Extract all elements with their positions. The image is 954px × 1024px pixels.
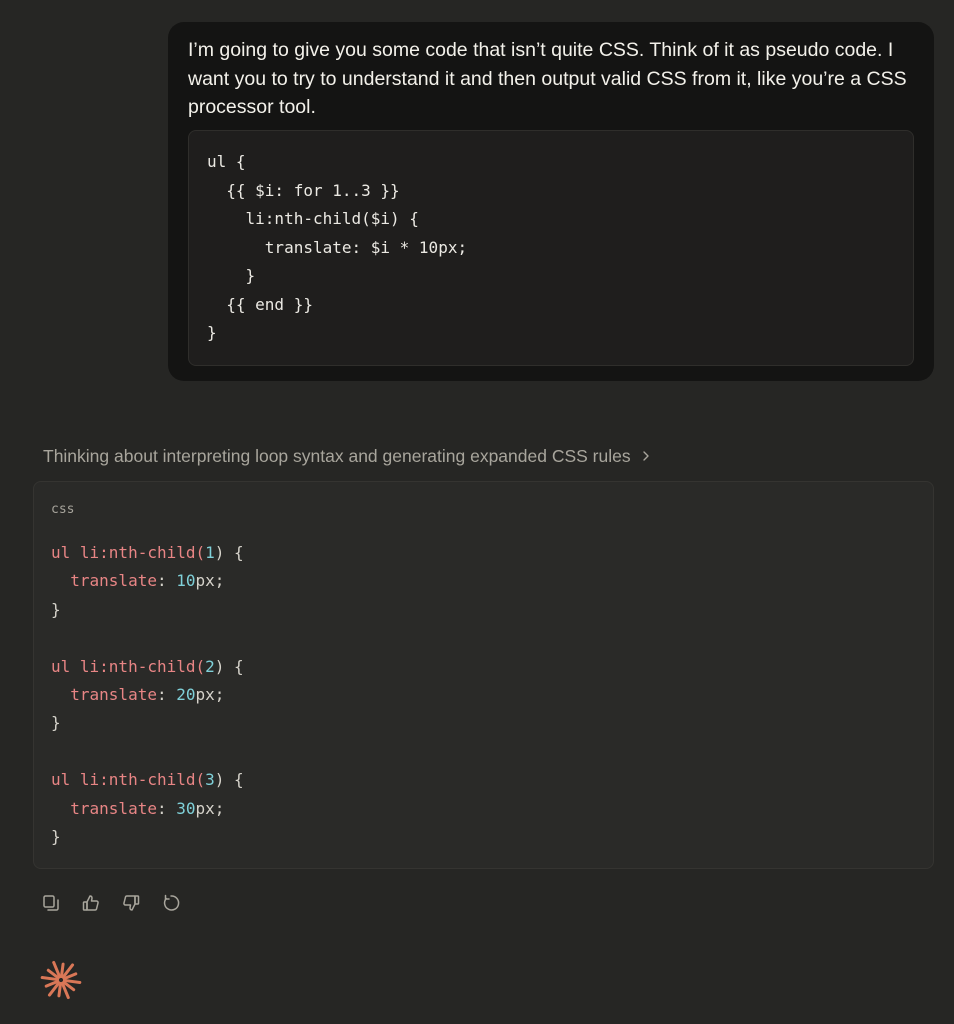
- code-line: }: [51, 599, 61, 619]
- user-code-line: {{ $i: for 1..3 }}: [207, 180, 400, 200]
- message-actions: [41, 892, 181, 914]
- code-line: }: [51, 826, 61, 846]
- code-nth-value: 1: [205, 543, 215, 562]
- user-code-block: [188, 130, 914, 366]
- logo-ray: [61, 964, 63, 976]
- code-selector: ul li:nth-child(: [51, 770, 206, 790]
- thumbs-down-icon: [121, 893, 141, 913]
- user-code-line: li:nth-child($i) {: [207, 209, 419, 228]
- user-message-text: I’m going to give you some code that isn’t quite CSS. Think of it as pseudo code. I want you to try to understand it and then output valid CSS from it, like you’re a CSS processor tool.: [188, 39, 907, 118]
- copy-button[interactable]: [41, 892, 61, 914]
- code-language-label: css: [51, 502, 75, 517]
- code-property: translate: [70, 571, 157, 591]
- thumbs-up-button[interactable]: [81, 892, 101, 914]
- code-line: translate: 20px;: [70, 684, 225, 704]
- code-line: [51, 738, 244, 766]
- code-line: translate: 10px;: [70, 571, 225, 591]
- chevron-right-icon: [639, 449, 653, 463]
- user-code-line: }: [207, 323, 217, 342]
- retry-icon: [161, 893, 181, 913]
- code-selector: ul li:nth-child(: [51, 656, 206, 676]
- code-property: translate: [70, 798, 157, 818]
- code-body: [51, 539, 244, 851]
- code-value: 30: [176, 798, 196, 818]
- code-nth-value: 2: [205, 656, 215, 676]
- logo-ray: [59, 983, 61, 995]
- thumbs-up-icon: [81, 893, 101, 913]
- user-code-line: }: [207, 266, 256, 285]
- claude-logo-icon: [40, 959, 82, 1001]
- code-nth-value: 3: [205, 770, 215, 790]
- retry-button[interactable]: [161, 892, 181, 914]
- logo-ray: [64, 980, 79, 982]
- thinking-label: Thinking about interpreting loop syntax and generating expanded CSS rules: [43, 446, 631, 466]
- code-property: translate: [70, 684, 157, 704]
- code-selector: ul li:nth-child(: [51, 543, 206, 562]
- code-line: ul li:nth-child(2) {: [51, 656, 244, 676]
- code-unit: px: [195, 571, 215, 591]
- user-code-line: {{ end }}: [207, 294, 313, 314]
- thinking-toggle[interactable]: [43, 444, 653, 468]
- user-code-line: ul {: [207, 152, 246, 171]
- code-value: 20: [176, 684, 196, 704]
- code-line: [51, 624, 244, 652]
- user-message-bubble: [168, 22, 934, 381]
- code-unit: px: [195, 798, 215, 818]
- user-code-line: translate: $i * 10px;: [207, 237, 468, 257]
- code-line: }: [51, 713, 61, 733]
- code-line: ul li:nth-child(1) {: [51, 543, 244, 562]
- code-value: 10: [176, 571, 196, 591]
- response-code-block: [33, 481, 934, 869]
- code-line: translate: 30px;: [70, 798, 225, 818]
- thumbs-down-button[interactable]: [121, 892, 141, 914]
- copy-icon: [41, 893, 61, 913]
- code-unit: px: [195, 684, 215, 704]
- logo-ray: [42, 978, 57, 980]
- code-line: ul li:nth-child(3) {: [51, 770, 244, 790]
